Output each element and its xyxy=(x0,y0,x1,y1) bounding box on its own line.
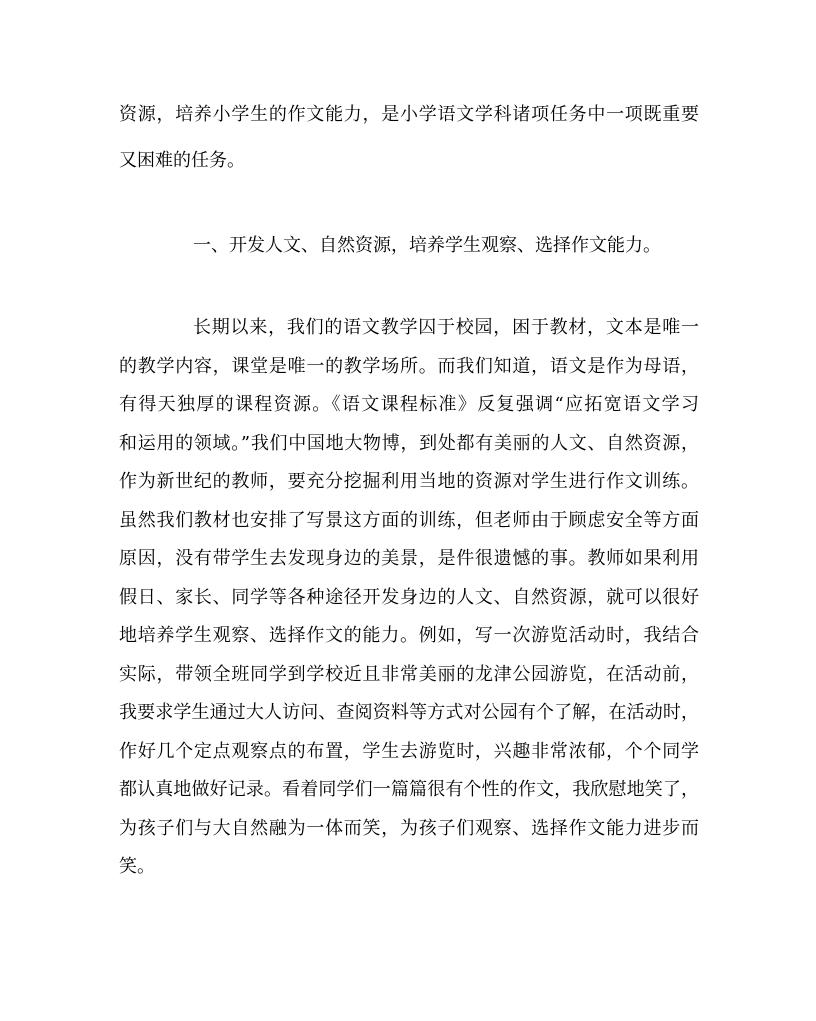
body-line-8: 假日、家长、同学等各种途径开发身边的人文、自然资源，就可以很好 xyxy=(119,587,699,608)
body-line-3: 有得天独厚的课程资源。《语文课程标准》反复强调“应拓宽语文学习 xyxy=(119,394,699,415)
body-line-12: 作好几个定点观察点的布置，学生去游览时，兴趣非常浓郁，个个同学 xyxy=(119,741,699,762)
body-line-5: 作为新世纪的教师，要充分挖掘利用当地的资源对学生进行作文训练。 xyxy=(119,471,699,492)
body-line-10: 实际，带领全班同学到学校近且非常美丽的龙津公园游览，在活动前， xyxy=(119,664,699,685)
body-line-2: 的教学内容，课堂是唯一的教学场所。而我们知道，语文是作为母语， xyxy=(119,356,699,377)
body-line-6: 虽然我们教材也安排了写景这方面的训练，但老师由于顾虑安全等方面 xyxy=(119,510,699,531)
body-line-4: 和运用的领域。”我们中国地大物博，到处都有美丽的人文、自然资源， xyxy=(119,433,699,454)
body-line-11: 我要求学生通过大人访问、查阅资料等方式对公园有个了解，在活动时， xyxy=(119,702,699,723)
body-line-14: 为孩子们与大自然融为一体而笑，为孩子们观察、选择作文能力进步而 xyxy=(119,818,699,839)
intro-line-2: 又困难的任务。 xyxy=(119,150,245,171)
intro-line-1: 资源，培养小学生的作文能力，是小学语文学科诸项任务中一项既重要 xyxy=(119,104,699,125)
body-line-15: 笑。 xyxy=(119,856,155,877)
body-line-1: 长期以来，我们的语文教学囚于校园，困于教材，文本是唯一 xyxy=(193,317,699,338)
body-line-13: 都认真地做好记录。看着同学们一篇篇很有个性的作文，我欣慰地笑了， xyxy=(119,779,699,800)
body-line-7: 原因，没有带学生去发现身边的美景，是件很遗憾的事。教师如果利用 xyxy=(119,548,699,569)
section-heading: 一、开发人文、自然资源，培养学生观察、选择作文能力。 xyxy=(193,235,661,256)
body-line-9: 地培养学生观察、选择作文的能力。例如，写一次游览活动时，我结合 xyxy=(119,625,699,646)
